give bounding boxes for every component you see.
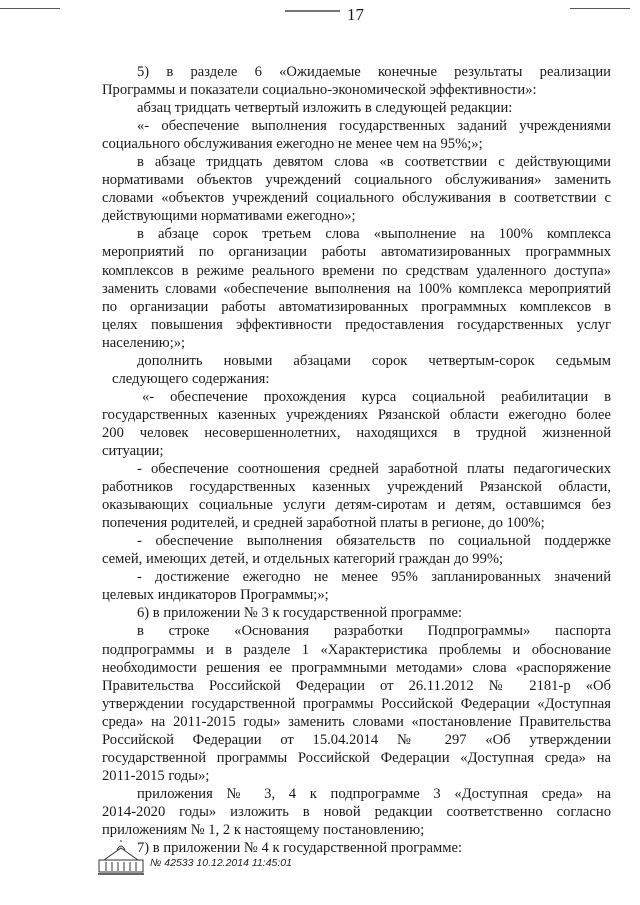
text-line: государственной программы Российской Федерации «Доступная среда» на [102, 749, 611, 766]
text-line: семей, имеющих детей, и отдельных категорий граждан до 99%; [102, 551, 504, 568]
text-line: - достижение ежегодно не менее 95% запланированных значений [137, 569, 611, 586]
scan-mark-top-middle [285, 10, 340, 12]
text-line: целевых индикаторов Программы;»; [102, 587, 329, 604]
text-line: комплексов в режиме реального времени по средствам удаленного доступа» [102, 262, 611, 279]
text-line: Правительства Российской Федерации от 26.11.2012 № 2181-р «Об [102, 677, 611, 694]
text-line: - обеспечение выполнения обязательств по социальной поддержке [137, 533, 611, 550]
text-line: 2011-2015 годы»; [102, 767, 210, 784]
text-line: 7) в приложении № 4 к государственной программе: [137, 840, 463, 857]
text-line: 5) в разделе 6 «Ожидаемые конечные результаты реализации [137, 64, 611, 80]
text-line: Российской Федерации от 15.04.2014 № 297 «Об утверждении [102, 731, 611, 748]
text-line: действующими нормативами ежегодно»; [102, 208, 356, 225]
text-line: следующего содержания: [112, 370, 270, 387]
text-line: утверждении государственной программы Российской Федерации «Доступная [102, 695, 611, 712]
text-line: «- обеспечение прохождения курса социальной реабилитации в [142, 388, 611, 405]
scan-mark-top-right [570, 8, 630, 9]
text-line: населению;»; [102, 334, 186, 351]
text-line: в строке «Основания разработки Подпрограммы» паспорта [137, 623, 611, 640]
text-line: «- обеспечение выполнения государственных заданий учреждениями [137, 118, 611, 135]
text-line: 2014-2020 годы» изложить в новой редакции соответственно согласно [102, 803, 611, 820]
text-line: абзац тридцать четвертый изложить в следующей редакции: [137, 100, 513, 117]
text-line: приложения № 3, 4 к подпрограмме 3 «Доступная среда» на [137, 785, 611, 802]
text-line: среда» на 2011-2015 годы» заменить словами «постановление Правительства [102, 713, 611, 730]
text-line: подпрограммы и в разделе 1 «Характеристика проблемы и обоснование [102, 641, 611, 658]
text-line: Программы и показатели социально-экономической эффективности»: [102, 82, 537, 99]
text-line: приложениям № 1, 2 к настоящему постановлению; [102, 821, 425, 838]
text-line: словами «объектов учреждений социального обслуживания в соответствии с [102, 190, 611, 207]
text-line: государственных казенных учреждениях Рязанской области ежегодно более [102, 406, 611, 423]
text-line: попечения родителей, и средней заработной платы в регионе, до 100%; [102, 515, 545, 532]
text-line: необходимости решения ее программными методами» слова «распоряжение [102, 659, 611, 676]
text-line: дополнить новыми абзацами сорок четвертым-сорок седьмым [137, 352, 611, 369]
text-line: ситуации; [102, 442, 164, 459]
text-line: мероприятий по организации работы автоматизированных программных [102, 244, 611, 261]
text-line: социального обслуживания ежегодно не менее чем на 95%;»; [102, 136, 483, 153]
text-line: нормативами объектов учреждений социального обслуживания» заменить [102, 172, 611, 189]
scan-mark-top-left [0, 8, 60, 9]
text-line: целях повышения эффективности предоставления государственных услуг [102, 316, 611, 333]
government-building-logo [96, 840, 146, 876]
text-line: по организации работы автоматизированных программных комплексов в [102, 298, 611, 315]
text-line: в абзаце тридцать девятом слова «в соответствии с действующими [137, 154, 611, 171]
text-line: заменить словами «обеспечение выполнения на 100% комплекса мероприятий [102, 280, 611, 297]
text-line: работников государственных казенных учреждений Рязанской области, [102, 479, 611, 496]
text-line: в абзаце сорок третьем слова «выполнение на 100% комплекса [137, 226, 611, 243]
page-number: 17 [347, 5, 364, 24]
document-body [102, 63, 611, 857]
text-line: 200 человек несовершеннолетних, находящихся в трудной жизненной [102, 424, 611, 441]
document-registration-stamp: № 42533 10.12.2014 11:45:01 [150, 857, 292, 869]
text-line: оказывающих социальные услуги детям-сиротам и детям, оставшимся без [102, 497, 611, 514]
text-line: - обеспечение соотношения средней заработной платы педагогических [137, 461, 611, 478]
text-line: 6) в приложении № 3 к государственной программе: [137, 605, 463, 622]
